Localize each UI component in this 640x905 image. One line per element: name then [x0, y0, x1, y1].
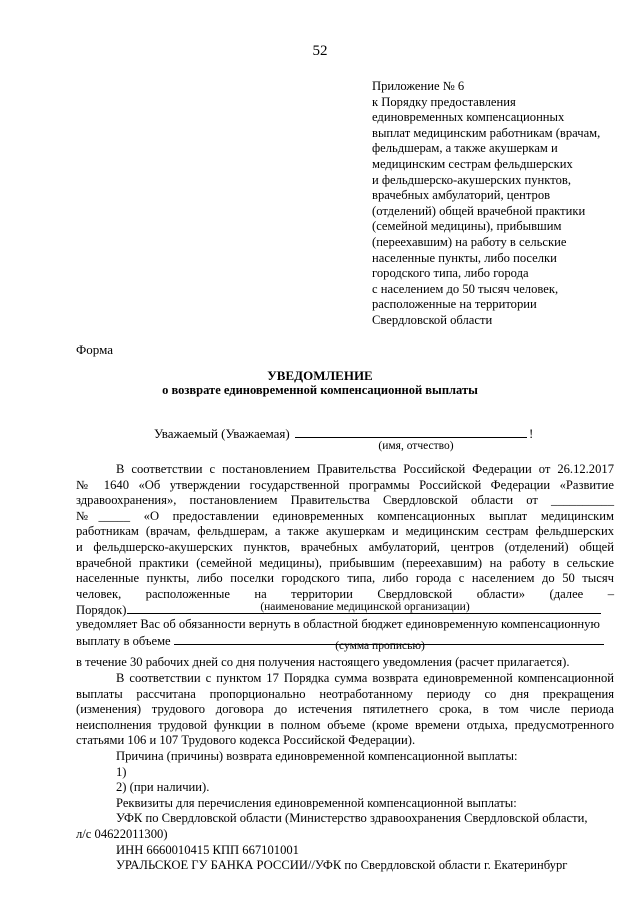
paragraph-decree: [76, 462, 614, 619]
reasons-section: [76, 749, 614, 874]
document-subtitle: о возврате единовременной компенсационной выплаты: [162, 383, 478, 397]
requisites-inn: ИНН 6660010415 КПП 667101001: [116, 842, 299, 857]
requisites-ufk: УФК по Свердловской области (Министерство здравоохранения Свердловской области,: [116, 811, 588, 826]
appendix-line: населенные пункты, либо поселки: [372, 250, 557, 265]
name-blank-field[interactable]: [295, 425, 527, 438]
reason-item: 2) (при наличии).: [116, 780, 210, 795]
paragraph-line: Порядок): [76, 603, 127, 618]
paragraph-line: выплаты рассчитана пропорционально неотработанному периоду со дня прекращения: [76, 686, 614, 701]
page-number: 52: [312, 43, 328, 59]
paragraph-line: в течение 30 рабочих дней со дня получения настоящего уведомления (расчет прилагается).: [76, 655, 570, 669]
org-caption: (наименование медицинской организации): [260, 601, 470, 613]
paragraph-line: В соответствии с пунктом 17 Порядка сумма возврата единовременной компенсационной: [116, 671, 614, 685]
appendix-line: к Порядку предоставления: [372, 94, 516, 109]
greeting-text: Уважаемый (Уважаемая): [154, 426, 290, 441]
greeting-exclamation: !: [528, 426, 534, 441]
paragraph-line: (изменения) трудового договора до истечения пятилетнего срока, в том числе периода: [76, 702, 614, 717]
paragraph-line: №_____ «О предоставлении единовременных компенсационных выплат медицинским: [76, 508, 614, 523]
appendix-line: и фельдшерско-акушерских пунктов,: [372, 172, 571, 187]
paragraph-line: уведомляет Вас об обязанности вернуть в областной бюджет единовременную компенсационную: [76, 617, 600, 631]
appendix-line: расположенные на территории: [372, 297, 537, 312]
paragraph-line: населенные пункты, либо поселки городского типа, либо города с населением до 50 тысяч: [76, 571, 614, 586]
requisites-bank: УРАЛЬСКОЕ ГУ БАНКА РОССИИ//УФК по Свердловской области г. Екатеринбург: [116, 858, 568, 873]
paragraph-line: врачебной практики (семейной медицины), прибывшим (переехавшим) на работу в сельские: [76, 555, 614, 570]
appendix-line: Приложение № 6: [372, 79, 465, 93]
appendix-line: (отделений) общей врачебной практики: [372, 203, 586, 218]
appendix-line: выплат медицинским работникам (врачам,: [372, 125, 601, 140]
name-caption: (имя, отчество): [378, 440, 454, 452]
form-label: Форма: [76, 342, 113, 357]
requisites-account: л/с 04622011300): [76, 826, 168, 841]
document-title: УВЕДОМЛЕНИЕ: [267, 368, 373, 383]
paragraph-line: выплату в объеме: [76, 633, 171, 648]
appendix-line: единовременных компенсационных: [372, 110, 565, 125]
reasons-title: Причина (причины) возврата единовременной компенсационной выплаты:: [116, 749, 518, 763]
paragraph-line: работникам (врачам, фельдшерам, а также акушеркам и медицинским сестрам фельдшерских: [76, 524, 614, 539]
paragraph-line: неисполнения трудовой функции в полном объеме (кроме времени отдыха, предусмотренного: [76, 717, 614, 732]
paragraph-line: № 1640 «Об утверждении государственной программы Российской Федерации «Развитие: [76, 477, 614, 492]
paragraph-line: статьями 106 и 107 Трудового кодекса Российской Федерации).: [76, 733, 416, 748]
appendix-line: фельдшерам, а также акушеркам и: [372, 141, 558, 156]
paragraph-calculation: [76, 671, 614, 749]
appendix-line: (семейной медицины), прибывшим: [372, 219, 562, 234]
sum-caption: (сумма прописью): [335, 640, 425, 652]
paragraph-line: и фельдшерско-акушерских пунктов, врачебных амбулаторий, центров (отделений) общей: [76, 539, 614, 554]
paragraph-line: человек, расположенные на территории Свердловской области» (далее –: [76, 586, 614, 601]
reason-item: 1): [116, 764, 127, 779]
appendix-header: [372, 79, 600, 329]
requisites-title: Реквизиты для перечисления единовременной компенсационной выплаты:: [116, 795, 517, 810]
paragraph-line: В соответствии с постановлением Правительства Российской Федерации от 26.12.2017: [116, 462, 614, 476]
paragraph-line: здравоохранения», постановлением Правительства Свердловской области от __________: [76, 493, 614, 508]
appendix-line: с населением до 50 тысяч человек,: [372, 281, 559, 296]
appendix-line: Свердловской области: [372, 312, 493, 327]
appendix-line: медицинским сестрам фельдшерских: [372, 156, 573, 171]
paragraph-deadline: [76, 655, 614, 671]
appendix-line: (переехавшим) на работу в сельские: [372, 234, 567, 249]
appendix-line: городского типа, либо города: [372, 266, 529, 281]
appendix-line: врачебных амбулаторий, центров: [372, 188, 551, 203]
